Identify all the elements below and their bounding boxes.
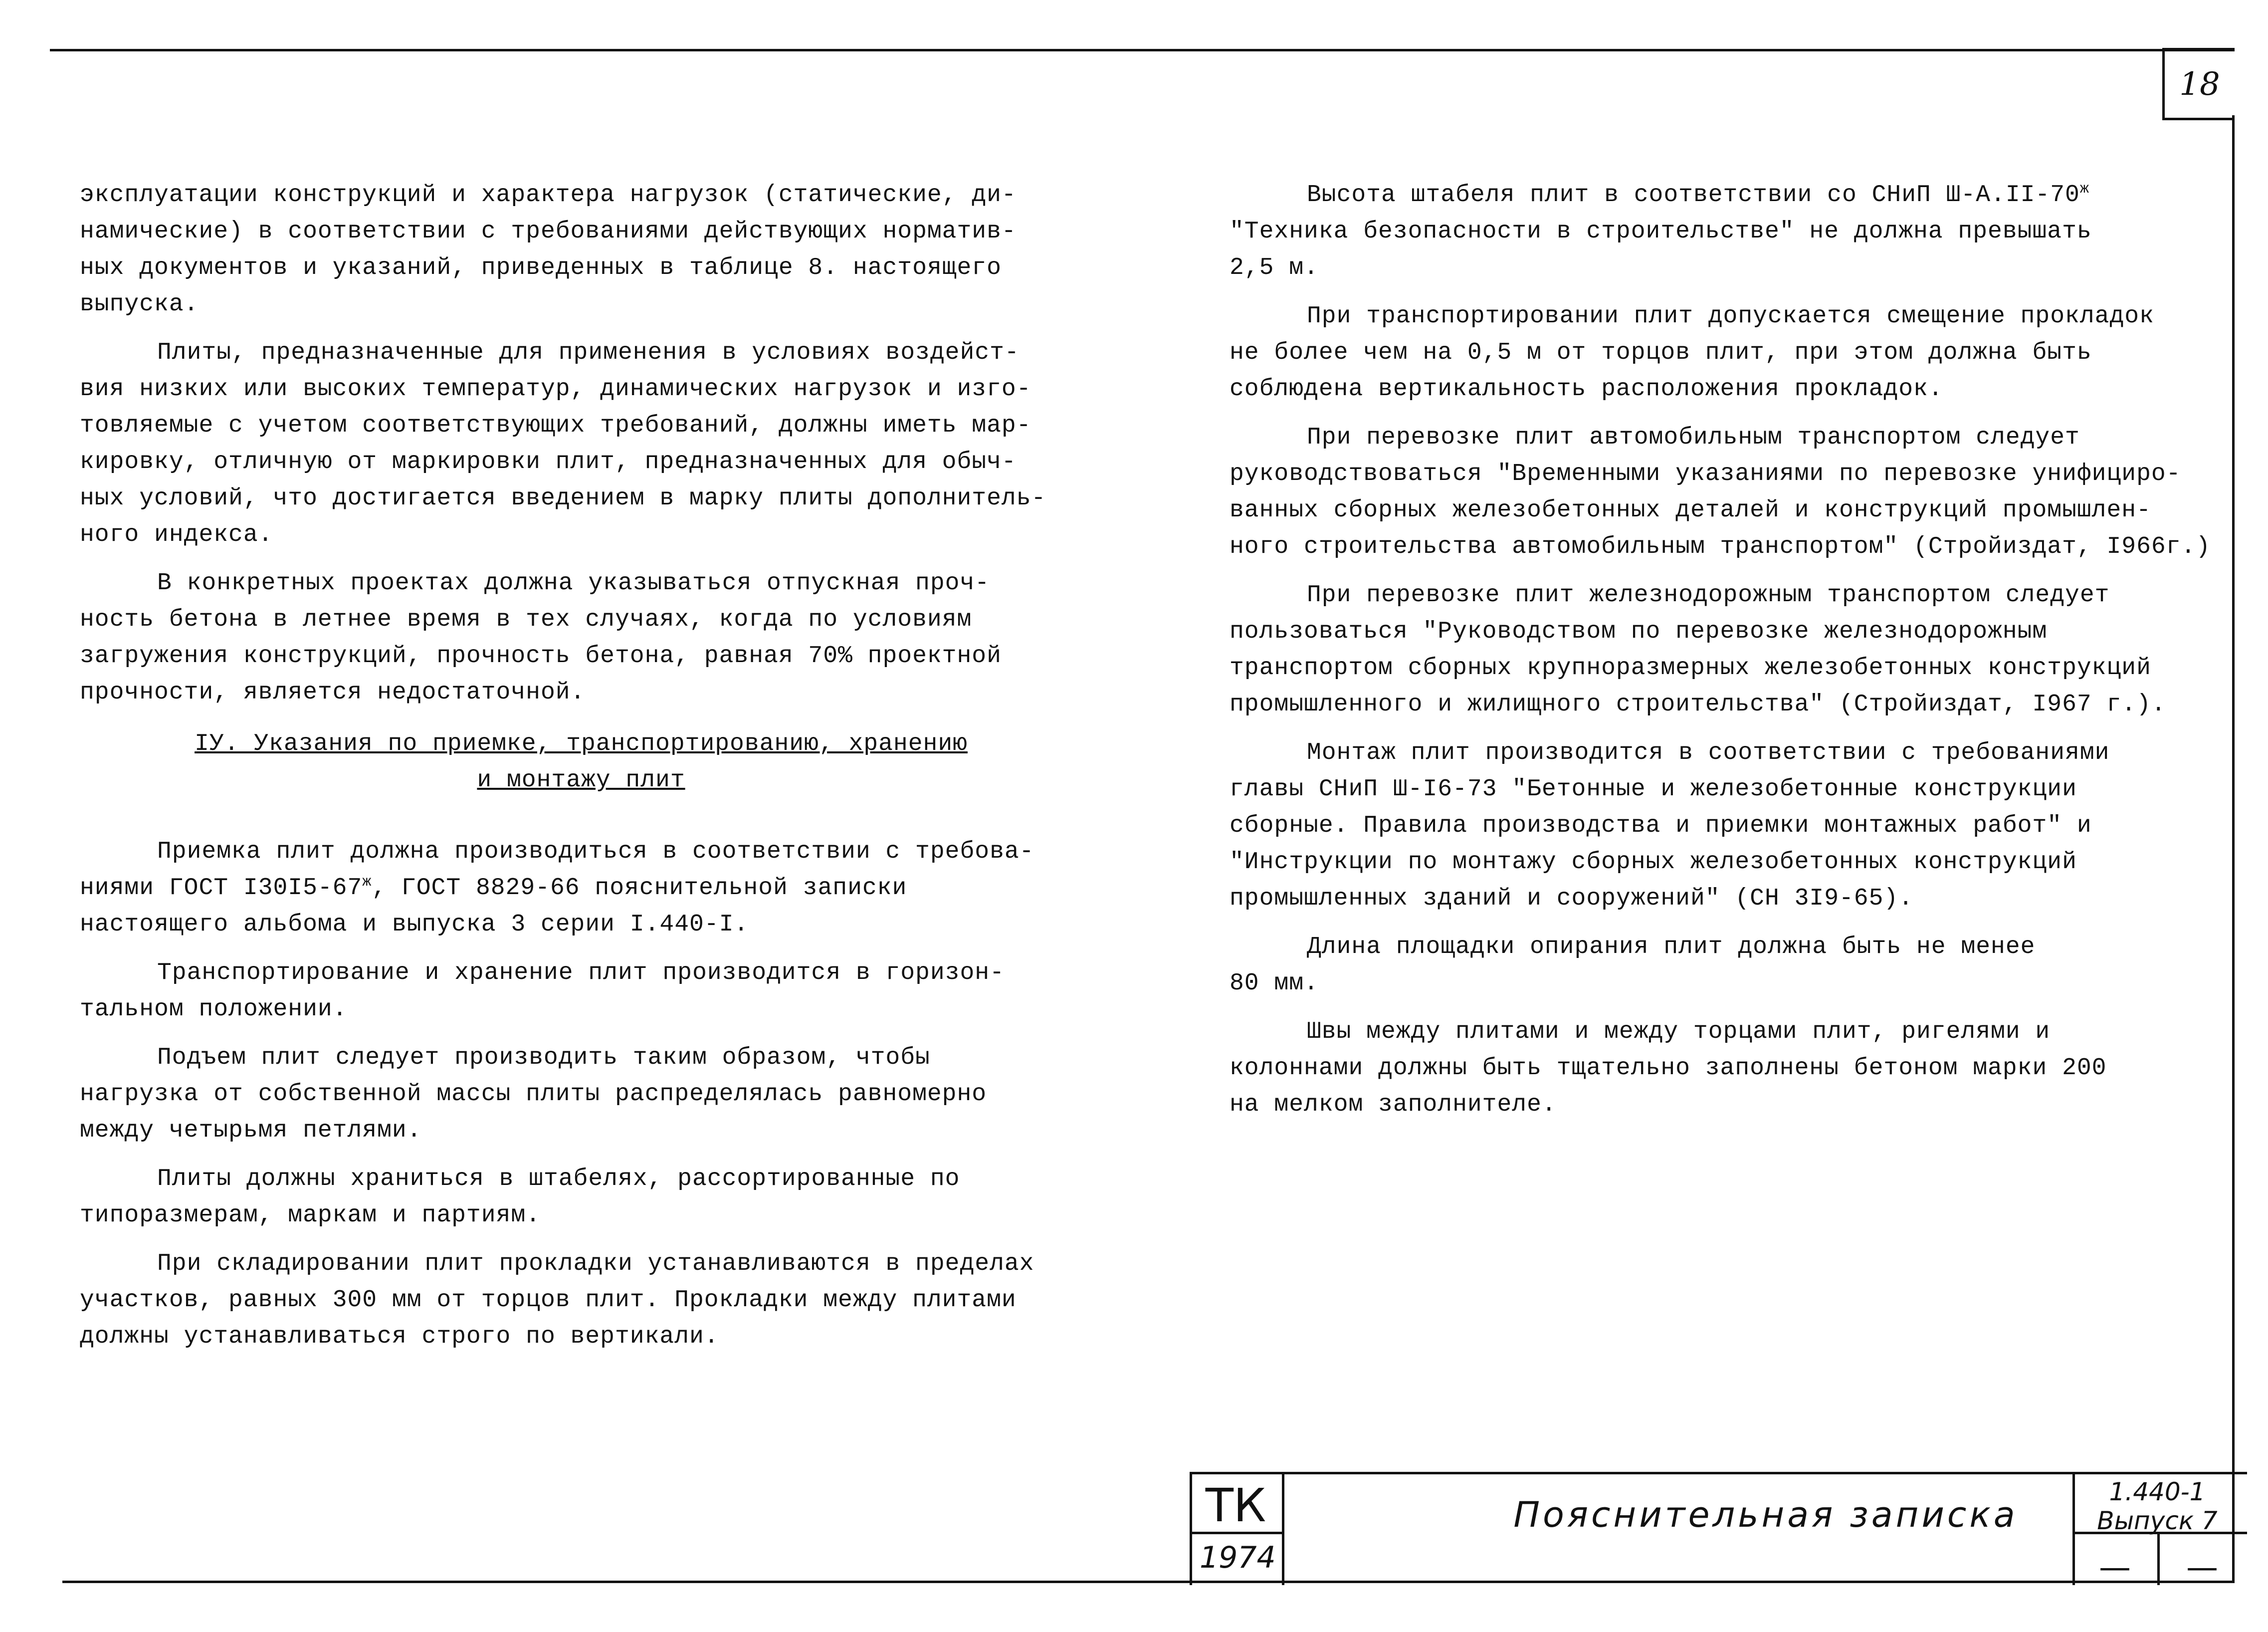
right-paragraph-1 xyxy=(1230,177,2232,286)
superscript-mark: ж xyxy=(362,874,372,891)
left-paragraph-3: В конкретных проектах должна указываться отпускная проч- ность бетона в летнее время в тех случаях, когда по условиям загружения конструкций, прочность бетона, равная 70% проектной прочности, является недостаточной. xyxy=(80,570,1002,706)
right-paragraph-7: Швы между плитами и между торцами плит, ригелями и колоннами должны быть тщательно заполнены бетоном марки 200 на мелком заполнителе. xyxy=(1230,1018,2107,1118)
top-border-line xyxy=(50,49,2235,51)
stamp-year: 1974 xyxy=(1200,1540,1276,1575)
right-paragraph-1-part-a: Высота штабеля плит в соответствии со СНиП Ш-А.II-70 xyxy=(1307,182,2080,209)
left-paragraph-4-part-a: Приемка плит должна производиться в соответствии с требова- ниями ГОСТ I30I5-67 xyxy=(80,838,1034,902)
right-paragraph-4: При перевозке плит железнодорожным транспортом следует пользоваться "Руководством по перевозке железнодорожным транспортом сборных крупноразмерных железобетонных конструкций промышленного и жилищного строительства" (Стройиздат, I967 г.). xyxy=(1230,582,2166,718)
left-column xyxy=(80,177,1082,1367)
left-paragraph-5: Транспортирование и хранение плит производится в горизон- тальном положении. xyxy=(80,959,1005,1023)
right-paragraph-1-part-b: "Техника безопасности в строительстве" не должна превышать 2,5 м. xyxy=(1230,218,2092,281)
section-heading: IУ. Указания по приемке, транспортированию, хранению и монтажу плит xyxy=(195,730,968,794)
right-paragraph-6: Длина площадки опирания плит должна быть не менее 80 мм. xyxy=(1230,933,2036,997)
series-number: 1.440-1 xyxy=(2109,1477,2206,1506)
stamp-dash-right: — xyxy=(2186,1549,2218,1586)
stamp-title: Пояснительная записка xyxy=(1513,1494,2018,1535)
right-paragraph-3: При перевозке плит автомобильным транспортом следует руководствоваться "Временными указаниями по перевозке унифициро- ванных сборных железобетонных деталей и конструкций промышлен- ного строительства автомобильным транспортом" (Стройиздат, I966г.) xyxy=(1230,424,2211,560)
right-paragraph-2: При транспортировании плит допускается смещение прокладок не более чем на 0,5 м от торцов плит, при этом должна быть соблюдена вертикальность расположения прокладок. xyxy=(1230,303,2154,403)
issue-number: Выпуск 7 xyxy=(2097,1506,2218,1535)
left-paragraph-2: Плиты, предназначенные для применения в условиях воздейст- вия низких или высоких температур, динамических нагрузок и изго- товляемые с учетом соответствующих требований, должны иметь мар- кировку, отличную от маркировки плит, предназначенных для обыч- ных условий, что достигается введением в марку плиты дополнитель- ного индекса. xyxy=(80,339,1046,548)
title-block xyxy=(1190,1472,2247,1585)
left-paragraph-8: При складировании плит прокладки устанавливаются в пределах участков, равных 300 мм от торцов плит. Прокладки между плитами должны устанавливаться строго по вертикали. xyxy=(80,1250,1034,1350)
stamp-dash-left: — xyxy=(2099,1549,2131,1586)
right-paragraph-5: Монтаж плит производится в соответствии с требованиями главы СНиП Ш-I6-73 "Бетонные и железобетонные конструкции сборные. Правила производства и приемки монтажных работ" и "Инструкции по монтажу сборных железобетонных конструкций промышленных зданий и сооружений" (СН 3I9-65). xyxy=(1230,739,2110,912)
stamp-series xyxy=(2075,1477,2240,1535)
left-paragraph-4 xyxy=(80,834,1082,943)
left-paragraph-4-part-b: , ГОСТ 8829-66 пояснительной записки настоящего альбома и выпуска 3 серии I.440-I. xyxy=(80,875,907,938)
left-paragraph-6: Подъем плит следует производить таким образом, чтобы нагрузка от собственной массы плиты распределялась равномерно между четырьмя петлями. xyxy=(80,1044,987,1144)
stamp-tk: ТК xyxy=(1205,1479,1266,1532)
left-paragraph-1: эксплуатации конструкций и характера нагрузок (статические, ди- намические) в соответствии с требованиями действующих норматив- ных документов и указаний, приведенных в таблице 8. настоящего выпуска. xyxy=(80,182,1017,318)
right-border-line xyxy=(2232,115,2235,1582)
left-paragraph-7: Плиты должны храниться в штабелях, рассортированные по типоразмерам, маркам и партиям. xyxy=(80,1166,960,1229)
page-number: 18 xyxy=(2162,48,2235,120)
right-column xyxy=(1230,177,2232,1135)
superscript-mark: ж xyxy=(2079,181,2089,198)
